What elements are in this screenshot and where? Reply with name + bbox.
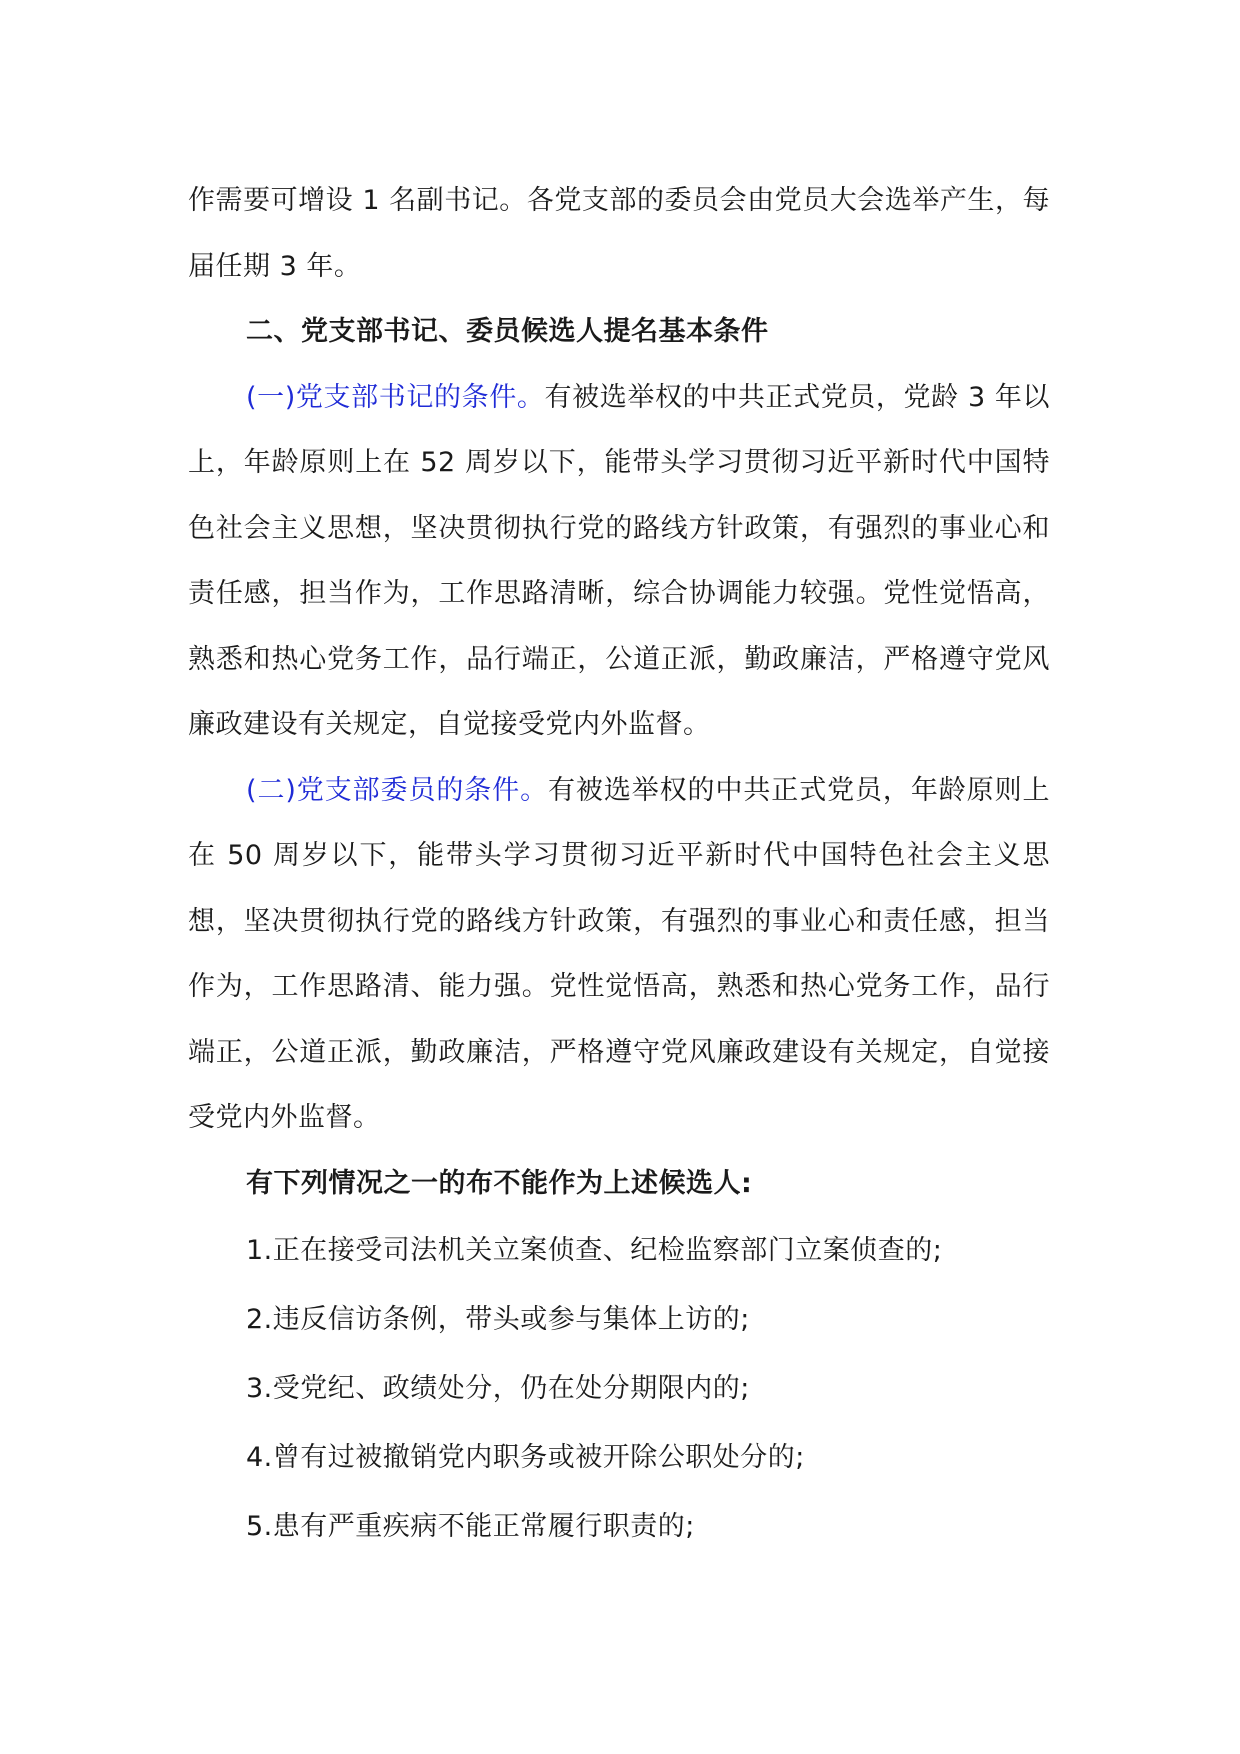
subheading-secretary-conditions: (一)党支部书记的条件。 bbox=[246, 381, 545, 413]
section-heading-2: 二、党支部书记、委员候选人提名基本条件 bbox=[246, 316, 769, 347]
list-item: 3.受党纪、政绩处分，仍在处分期限内的; bbox=[246, 1373, 750, 1404]
subheading-member-conditions: (二)党支部委员的条件。 bbox=[246, 774, 548, 806]
document-page bbox=[188, 168, 1050, 1561]
exclusion-heading: 有下列情况之一的布不能作为上述候选人: bbox=[246, 1167, 753, 1199]
list-item: 5.患有严重疾病不能正常履行职责的; bbox=[246, 1511, 695, 1542]
list-item: 4.曾有过被撤销党内职务或被开除公职处分的; bbox=[246, 1442, 805, 1473]
member-conditions-body: 有被选举权的中共正式党员，年龄原则上在 50 周岁以下，能带头学习贯彻习近平新时代中国特色社会主义思想，坚决贯彻执行党的路线方针政策，有强烈的事业心和责任感，担当作为，工作思路清、能力强。党性觉悟高，熟悉和热心党务工作，品行端正，公道正派，勤政廉洁，严格遵守党风廉政建设有关规定，自觉接受党内外监督。 bbox=[188, 774, 1050, 1133]
paragraph-continuation: 作需要可增设 1 名副书记。各党支部的委员会由党员大会选举产生，每届任期 3 年。 bbox=[188, 185, 1050, 282]
paragraph-secretary-conditions bbox=[188, 365, 1050, 758]
list-item: 1.正在接受司法机关立案侦查、纪检监察部门立案侦查的; bbox=[246, 1235, 943, 1266]
paragraph-member-conditions bbox=[188, 758, 1050, 1151]
secretary-conditions-body: 有被选举权的中共正式党员，党龄 3 年以上，年龄原则上在 52 周岁以下，能带头学习贯彻习近平新时代中国特色社会主义思想，坚决贯彻执行党的路线方针政策，有强烈的事业心和责任感，担当作为，工作思路清晰，综合协调能力较强。党性觉悟高，熟悉和热心党务工作，品行端正，公道正派，勤政廉洁，严格遵守党风廉政建设有关规定，自觉接受党内外监督。 bbox=[188, 381, 1050, 740]
list-item: 2.违反信访条例，带头或参与集体上访的; bbox=[246, 1304, 750, 1335]
